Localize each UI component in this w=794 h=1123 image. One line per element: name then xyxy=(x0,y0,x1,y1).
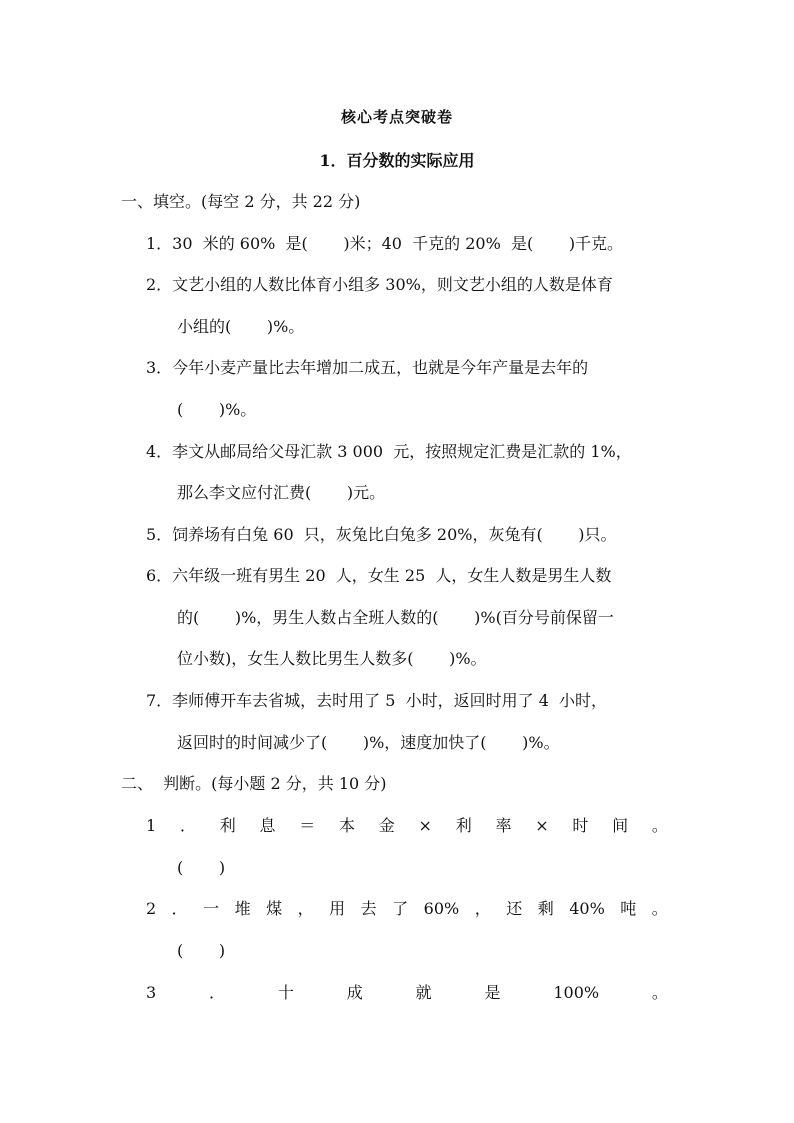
question-2: 2．文艺小组的人数比体育小组多 30%，则文艺小组的人数是体育 xyxy=(146,275,613,294)
token: × xyxy=(418,816,432,835)
token: ． xyxy=(179,816,196,835)
token: 金 xyxy=(378,816,395,835)
token: 就 xyxy=(415,983,432,1002)
token: 了 xyxy=(392,899,409,918)
token: 一 xyxy=(203,899,220,918)
token: 40% xyxy=(569,899,605,918)
token: ， xyxy=(474,899,491,918)
question-1: 1．30 米的 60% 是( )米；40 千克的 20% 是( )千克。 xyxy=(146,234,624,253)
token: 间 xyxy=(612,816,629,835)
token: 用 xyxy=(329,899,346,918)
judgement-2 xyxy=(146,898,668,920)
token: 3 xyxy=(146,983,157,1002)
token: 时 xyxy=(572,816,589,835)
token: 利 xyxy=(455,816,472,835)
token: 还 xyxy=(506,899,523,918)
token: 。 xyxy=(651,899,668,918)
token: 。 xyxy=(651,816,668,835)
question-3: 3．今年小麦产量比去年增加二成五，也就是今年产量是去年的 xyxy=(146,358,589,377)
token: 2 xyxy=(146,899,157,918)
token: × xyxy=(535,816,549,835)
token: 。 xyxy=(651,983,668,1002)
question-6-continued-2: 位小数)，女生人数比男生人数多( )%。 xyxy=(177,649,487,668)
token: ． xyxy=(209,983,226,1002)
section-heading-fill-blank: 一、填空。(每空 2 分，共 22 分) xyxy=(121,192,361,211)
question-2-continued: 小组的( )%。 xyxy=(177,317,305,336)
question-6: 6．六年级一班有男生 20 人，女生 25 人，女生人数是男生人数 xyxy=(146,566,612,585)
token: 成 xyxy=(346,983,363,1002)
question-6-continued: 的( )%，男生人数占全班人数的( )%(百分号前保留一 xyxy=(177,608,614,627)
token: 息 xyxy=(259,816,276,835)
token: 本 xyxy=(339,816,356,835)
token: 利 xyxy=(219,816,236,835)
question-7-continued: 返回时的时间减少了( )%，速度加快了( )%。 xyxy=(177,733,560,752)
token: 去 xyxy=(360,899,377,918)
question-7: 7．李师傅开车去省城，去时用了 5 小时，返回时用了 4 小时， xyxy=(146,691,608,710)
judgement-2-answer-paren: ( ) xyxy=(177,941,226,960)
token: 堆 xyxy=(234,899,251,918)
question-3-continued: ( )%。 xyxy=(177,400,257,419)
token: 100% xyxy=(553,983,600,1002)
token: 剩 xyxy=(537,899,554,918)
token: 是 xyxy=(484,983,501,1002)
token: ． xyxy=(171,899,188,918)
token: 吨 xyxy=(620,899,637,918)
token: 煤 xyxy=(266,899,283,918)
token: 1 xyxy=(146,816,157,835)
question-4-continued: 那么李文应付汇费( )元。 xyxy=(177,483,386,502)
question-5: 5．饲养场有白兔 60 只，灰兔比白兔多 20%，灰兔有( )只。 xyxy=(146,525,617,544)
judgement-3 xyxy=(146,982,668,1004)
paper-title: 核心考点突破卷 xyxy=(340,108,453,126)
token: ＝ xyxy=(299,816,316,835)
paper-subtitle: 1．百分数的实际应用 xyxy=(319,151,475,170)
token: 率 xyxy=(495,816,512,835)
question-4: 4．李文从邮局给父母汇款 3 000 元，按照规定汇费是汇款的 1%， xyxy=(146,442,632,461)
section-heading-judgement: 二、 判断。(每小题 2 分，共 10 分) xyxy=(121,774,387,793)
token: ， xyxy=(297,899,314,918)
judgement-1-answer-paren: ( ) xyxy=(177,858,226,877)
token: 十 xyxy=(277,983,294,1002)
judgement-1 xyxy=(146,815,668,837)
token: 60% xyxy=(423,899,460,918)
